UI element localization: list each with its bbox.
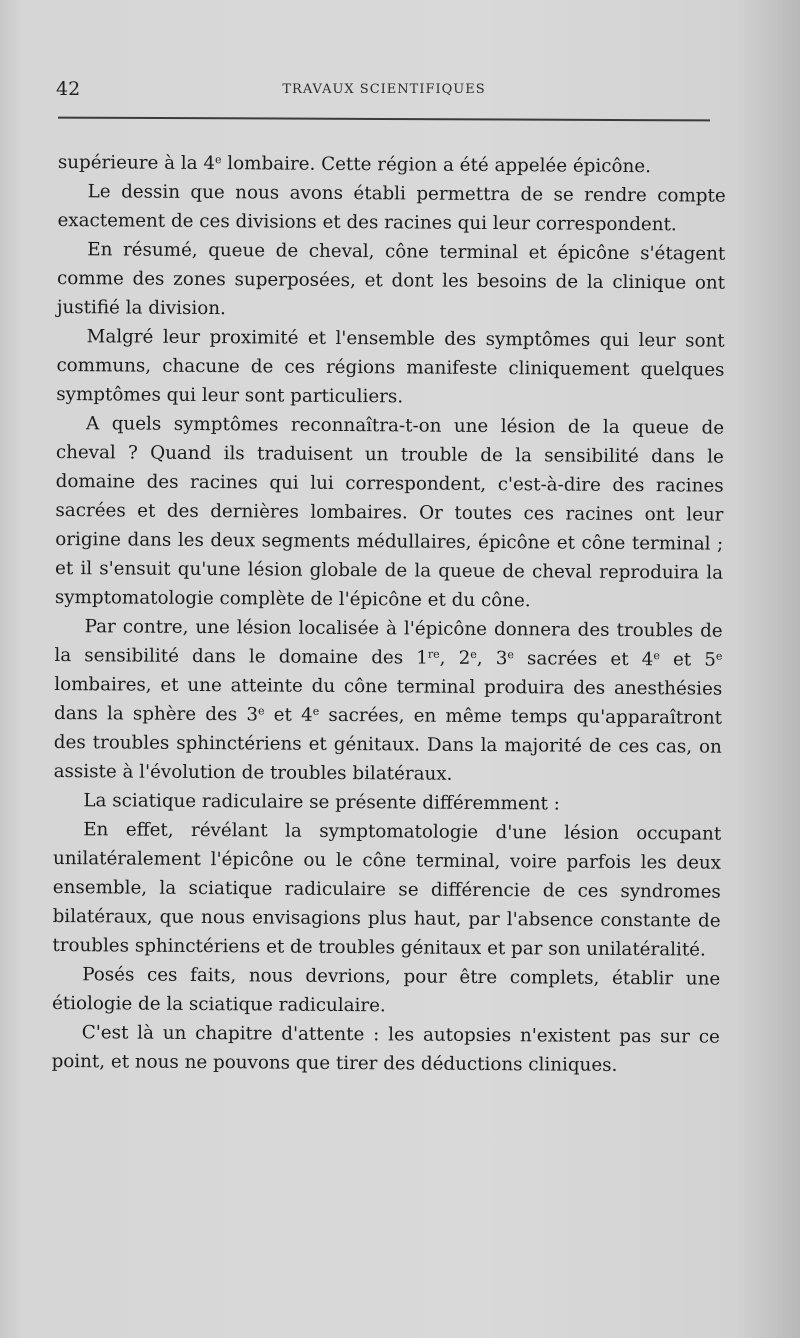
paragraph-7: La sciatique radiculaire se présente différemment :	[83, 790, 560, 815]
page-number: 42	[56, 78, 81, 100]
paragraph-10: C'est là un chapitre d'attente : les autopsies n'existent pas sur ce point, et nous ne pouvons que tirer des déductions cliniques.	[51, 1022, 720, 1076]
header-rule	[58, 117, 710, 122]
body-text	[52, 148, 726, 1081]
running-title: TRAVAUX SCIENTIFIQUES	[282, 82, 486, 97]
paragraph-3: En résumé, queue de cheval, cône terminal et épicône s'étagent comme des zones superposées, et dont les besoins de la clinique ont justifié la division.	[56, 239, 726, 320]
paragraph-4: Malgré leur proximité et l'ensemble des symptômes qui leur sont communs, chacune de ces régions manifeste cliniquement quelques symptômes qui leur sont particuliers.	[56, 326, 725, 408]
page-header	[56, 78, 712, 102]
paragraph-1: supérieure à la 4e lombaire. Cette région a été appelée épicône.	[57, 151, 652, 178]
paragraph-8: En effet, révélant la symptomatologie d'une lésion occupant unilatéralement l'épicône ou le cône terminal, voire parfois les deux ensemble, la sciatique radiculaire se différencie de ces syndromes bilatéraux, que nous envisagions plus haut, par l'absence constante de troubles sphinctériens et de troubles génitaux et par son unilatéralité.	[52, 819, 722, 961]
paragraph-6: Par contre, une lésion localisée à l'épicône donnera des troubles de la sensibilité dans le domaine des 1re, 2e, 3e sacrées et 4e et 5e lombaires, et une atteinte du cône terminal produira des anesthésies dans la sphère des 3e et 4e sacrées, en même temps qu'apparaîtront des troubles sphinctériens et génitaux. Dans la majorité de ces cas, on assiste à l'évolution de troubles bilatéraux.	[53, 616, 723, 785]
paragraph-5: A quels symptômes reconnaîtra-t-on une lésion de la queue de cheval ? Quand ils traduisent un trouble de la sensibilité dans le domaine des racines qui lui correspondent, c'est-à-dire des racines sacrées et des dernières lombaires. Or toutes ces racines ont leur origine dans les deux segments médullaires, épicône et cône terminal ; et il s'ensuit qu'une lésion globale de la queue de cheval reproduira la symptomatologie complète de l'épicône et du cône.	[54, 413, 725, 612]
paragraph-9: Posés ces faits, nous devrions, pour être complets, établir une étiologie de la sciatique radiculaire.	[51, 964, 721, 1017]
paragraph-2: Le dessin que nous avons établi permettra de se rendre compte exactement de ces divisions et des racines qui leur correspondent.	[57, 181, 726, 236]
